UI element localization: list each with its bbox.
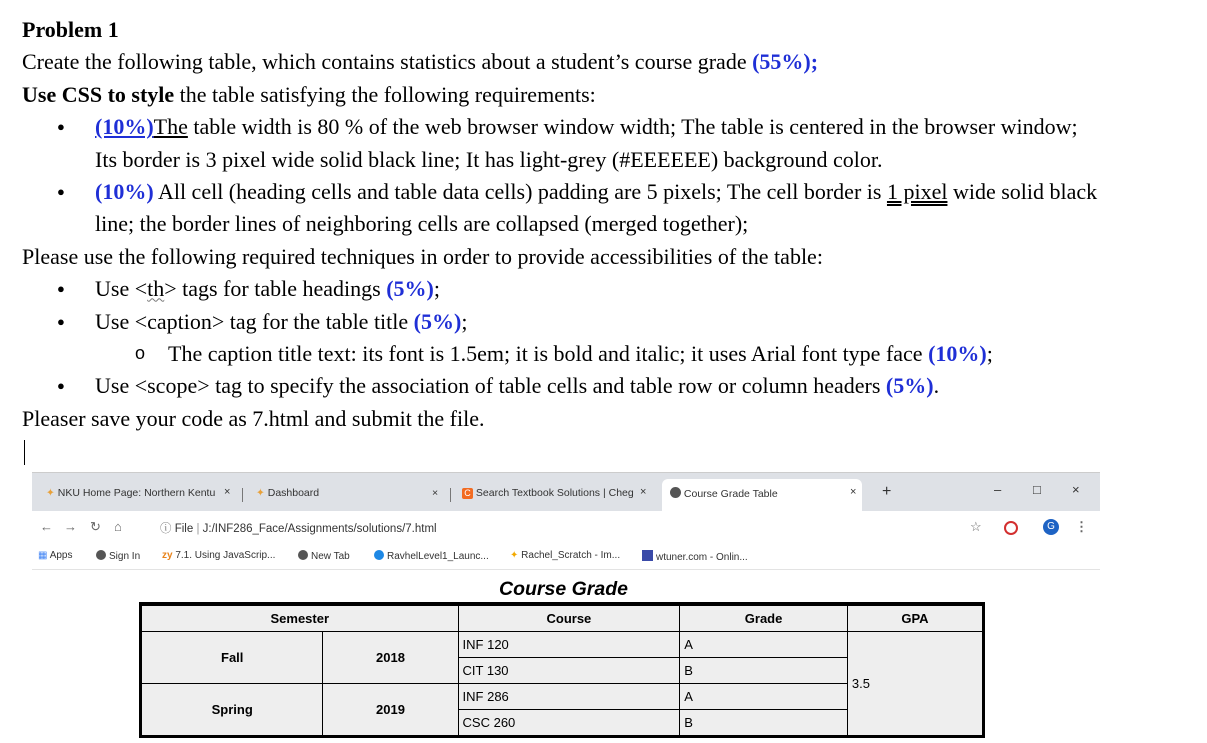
- tab-nku[interactable]: [46, 486, 231, 499]
- globe-icon: [670, 487, 681, 498]
- extension-icon[interactable]: [1004, 521, 1018, 535]
- grade-cell: A: [680, 632, 848, 658]
- req2-text-b: wide solid black: [947, 179, 1098, 205]
- menu-kebab-icon[interactable]: ⋮: [1075, 519, 1088, 534]
- scratch-cat-icon: ✦: [510, 550, 519, 561]
- course-grade-table: [139, 577, 985, 738]
- close-icon[interactable]: ×: [850, 486, 857, 498]
- grade-cell: A: [680, 684, 848, 710]
- problem-heading: Problem 1: [22, 17, 119, 42]
- bookmark-wtuner[interactable]: [642, 550, 748, 563]
- tech1-weight: (5%): [386, 276, 434, 302]
- address-scheme: File: [174, 523, 194, 535]
- bookmark-wtuner-label: wtuner.com - Onlin...: [656, 552, 748, 563]
- grade-cell: B: [680, 710, 848, 737]
- window-close-button[interactable]: ×: [1072, 482, 1080, 497]
- bookmark-rachel-label: Rachel_Scratch - Im...: [521, 550, 621, 561]
- bookmark-sign-in[interactable]: [96, 550, 140, 562]
- new-tab-button[interactable]: +: [882, 483, 892, 500]
- tab-dashboard[interactable]: [256, 487, 319, 499]
- tab-nku-label: NKU Home Page: Northern Kentu: [57, 487, 216, 499]
- requirement-2: [22, 176, 1202, 241]
- req2-line2: line; the border lines of neighboring cells are collapsed (merged together);: [95, 211, 749, 237]
- reload-icon[interactable]: ↻: [90, 519, 101, 534]
- intro-line: [22, 46, 1202, 78]
- year-2018: 2018: [323, 632, 458, 684]
- sub-weight: (10%): [928, 341, 987, 367]
- req2-text-a: All cell (heading cells and table data cells) padding are 5 pixels; The cell border is: [153, 179, 887, 205]
- toolbar: [32, 511, 1100, 543]
- tab-chegg-label: Search Textbook Solutions | Cheg: [475, 487, 634, 499]
- header-semester: Semester: [141, 606, 459, 632]
- save-instruction: Pleaser save your code as 7.html and submit the file.: [22, 405, 485, 431]
- browser-screenshot: [32, 472, 1100, 743]
- forward-arrow-icon[interactable]: →: [64, 519, 77, 534]
- star-icon[interactable]: ☆: [970, 519, 982, 534]
- header-grade: Grade: [680, 606, 848, 632]
- bookmark-ravhel[interactable]: [374, 550, 489, 562]
- bookmark-new-tab[interactable]: [298, 550, 350, 562]
- tab-chegg[interactable]: [462, 486, 647, 499]
- sub-text: The caption title text: its font is 1.5em; it is bold and italic; it uses Arial font type face: [168, 341, 929, 367]
- apps-grid-icon: ▦: [38, 550, 48, 561]
- tab-course-grade[interactable]: [670, 486, 857, 500]
- problem-document: [22, 14, 1202, 435]
- technique-2-sub: [22, 338, 1202, 370]
- year-2019: 2019: [323, 684, 458, 737]
- text-cursor: [24, 440, 25, 465]
- maximize-button[interactable]: □: [1033, 482, 1041, 497]
- tab-strip: [32, 473, 1100, 511]
- req2-underlined: 1 pixel: [886, 179, 948, 205]
- dashboard-favicon-icon: ✦: [256, 487, 265, 499]
- term-spring: Spring: [141, 684, 323, 737]
- close-icon[interactable]: ×: [432, 487, 439, 499]
- course-cell: CIT 130: [458, 658, 680, 684]
- nku-favicon-icon: ✦: [46, 487, 55, 499]
- globe-icon: [96, 550, 106, 560]
- bookmark-apps[interactable]: [38, 550, 72, 561]
- requirement-1: [22, 111, 1202, 176]
- course-cell: INF 286: [458, 684, 680, 710]
- accessibility-intro: Please use the following required techniques in order to provide accessibilities of the table:: [22, 243, 823, 269]
- bookmark-zybooks-label: 7.1. Using JavaScrip...: [175, 550, 276, 561]
- address-bar[interactable]: [160, 520, 437, 536]
- tab-separator: [242, 488, 243, 502]
- back-arrow-icon[interactable]: ←: [40, 519, 53, 534]
- close-icon[interactable]: ×: [640, 486, 647, 498]
- header-gpa: GPA: [847, 606, 983, 632]
- tab-course-grade-label: Course Grade Table: [683, 488, 778, 500]
- tab-dashboard-label: Dashboard: [267, 487, 320, 499]
- req2-weight: (10%): [95, 179, 154, 205]
- scratch-icon: [374, 550, 384, 560]
- info-icon: ⓘ: [160, 523, 172, 535]
- globe-icon: [298, 550, 308, 560]
- req1-weight: (10%): [95, 114, 154, 140]
- grade-cell: B: [680, 658, 848, 684]
- tech1-end: ;: [433, 276, 440, 302]
- address-separator: |: [196, 523, 200, 535]
- table-caption: Course Grade: [499, 577, 628, 600]
- tech3-end: .: [933, 373, 940, 399]
- req1-line2: Its border is 3 pixel wide solid black line; It has light-grey (#EEEEEE) background color.: [95, 146, 883, 172]
- chegg-favicon-icon: C: [462, 488, 473, 499]
- technique-3: [22, 370, 1202, 402]
- tech3-text: Use <scope> tag to specify the association of table cells and table row or column headers: [95, 373, 886, 399]
- minimize-button[interactable]: –: [994, 482, 1002, 497]
- home-icon[interactable]: ⌂: [114, 519, 122, 534]
- bookmark-new-tab-label: New Tab: [311, 551, 350, 562]
- bookmark-ravhel-label: RavhelLevel1_Launc...: [387, 551, 489, 562]
- tech2-text: Use <caption> tag for the table title: [95, 308, 414, 334]
- term-fall: Fall: [141, 632, 323, 684]
- tab-separator: [450, 488, 451, 502]
- table-header-row: [141, 606, 984, 632]
- css-lead: Use CSS to style: [22, 81, 175, 107]
- intro-weight: (55%);: [752, 49, 819, 75]
- tech1-a: Use <: [95, 276, 148, 302]
- intro-text: Create the following table, which contains statistics about a student’s course grade: [22, 49, 753, 75]
- req1-line1: table width is 80 % of the web browser window width; The table is centered in the browser window;: [187, 114, 1078, 140]
- table-row: [141, 632, 984, 658]
- css-rest: the table satisfying the following requirements:: [174, 81, 596, 107]
- gpa-cell: 3.5: [847, 632, 983, 737]
- technique-1: [22, 273, 1202, 305]
- close-icon[interactable]: ×: [224, 486, 231, 498]
- bookmark-apps-label: Apps: [49, 550, 73, 561]
- req1-the: The: [153, 114, 188, 140]
- tech2-weight: (5%): [413, 308, 462, 334]
- tab-close-dashboard[interactable]: [432, 487, 438, 499]
- course-cell: INF 120: [458, 632, 680, 658]
- tech1-b: > tags for table headings: [164, 276, 387, 302]
- tech2-end: ;: [461, 308, 468, 334]
- address-path: J:/INF286_Face/Assignments/solutions/7.html: [202, 523, 437, 535]
- profile-avatar[interactable]: G: [1043, 519, 1059, 535]
- course-cell: CSC 260: [458, 710, 680, 737]
- sub-end: ;: [986, 341, 993, 367]
- zybooks-icon: zy: [162, 550, 173, 561]
- bookmark-sign-in-label: Sign In: [109, 551, 141, 562]
- bookmarks-bar: [32, 543, 1100, 570]
- tech1-th: th: [147, 276, 165, 302]
- bookmark-rachel[interactable]: [510, 550, 620, 561]
- css-line: [22, 79, 1202, 111]
- technique-2: [22, 306, 1202, 338]
- wtuner-icon: [642, 550, 653, 561]
- tech3-weight: (5%): [885, 373, 934, 399]
- bookmark-zybooks[interactable]: [162, 550, 275, 561]
- header-course: Course: [458, 606, 680, 632]
